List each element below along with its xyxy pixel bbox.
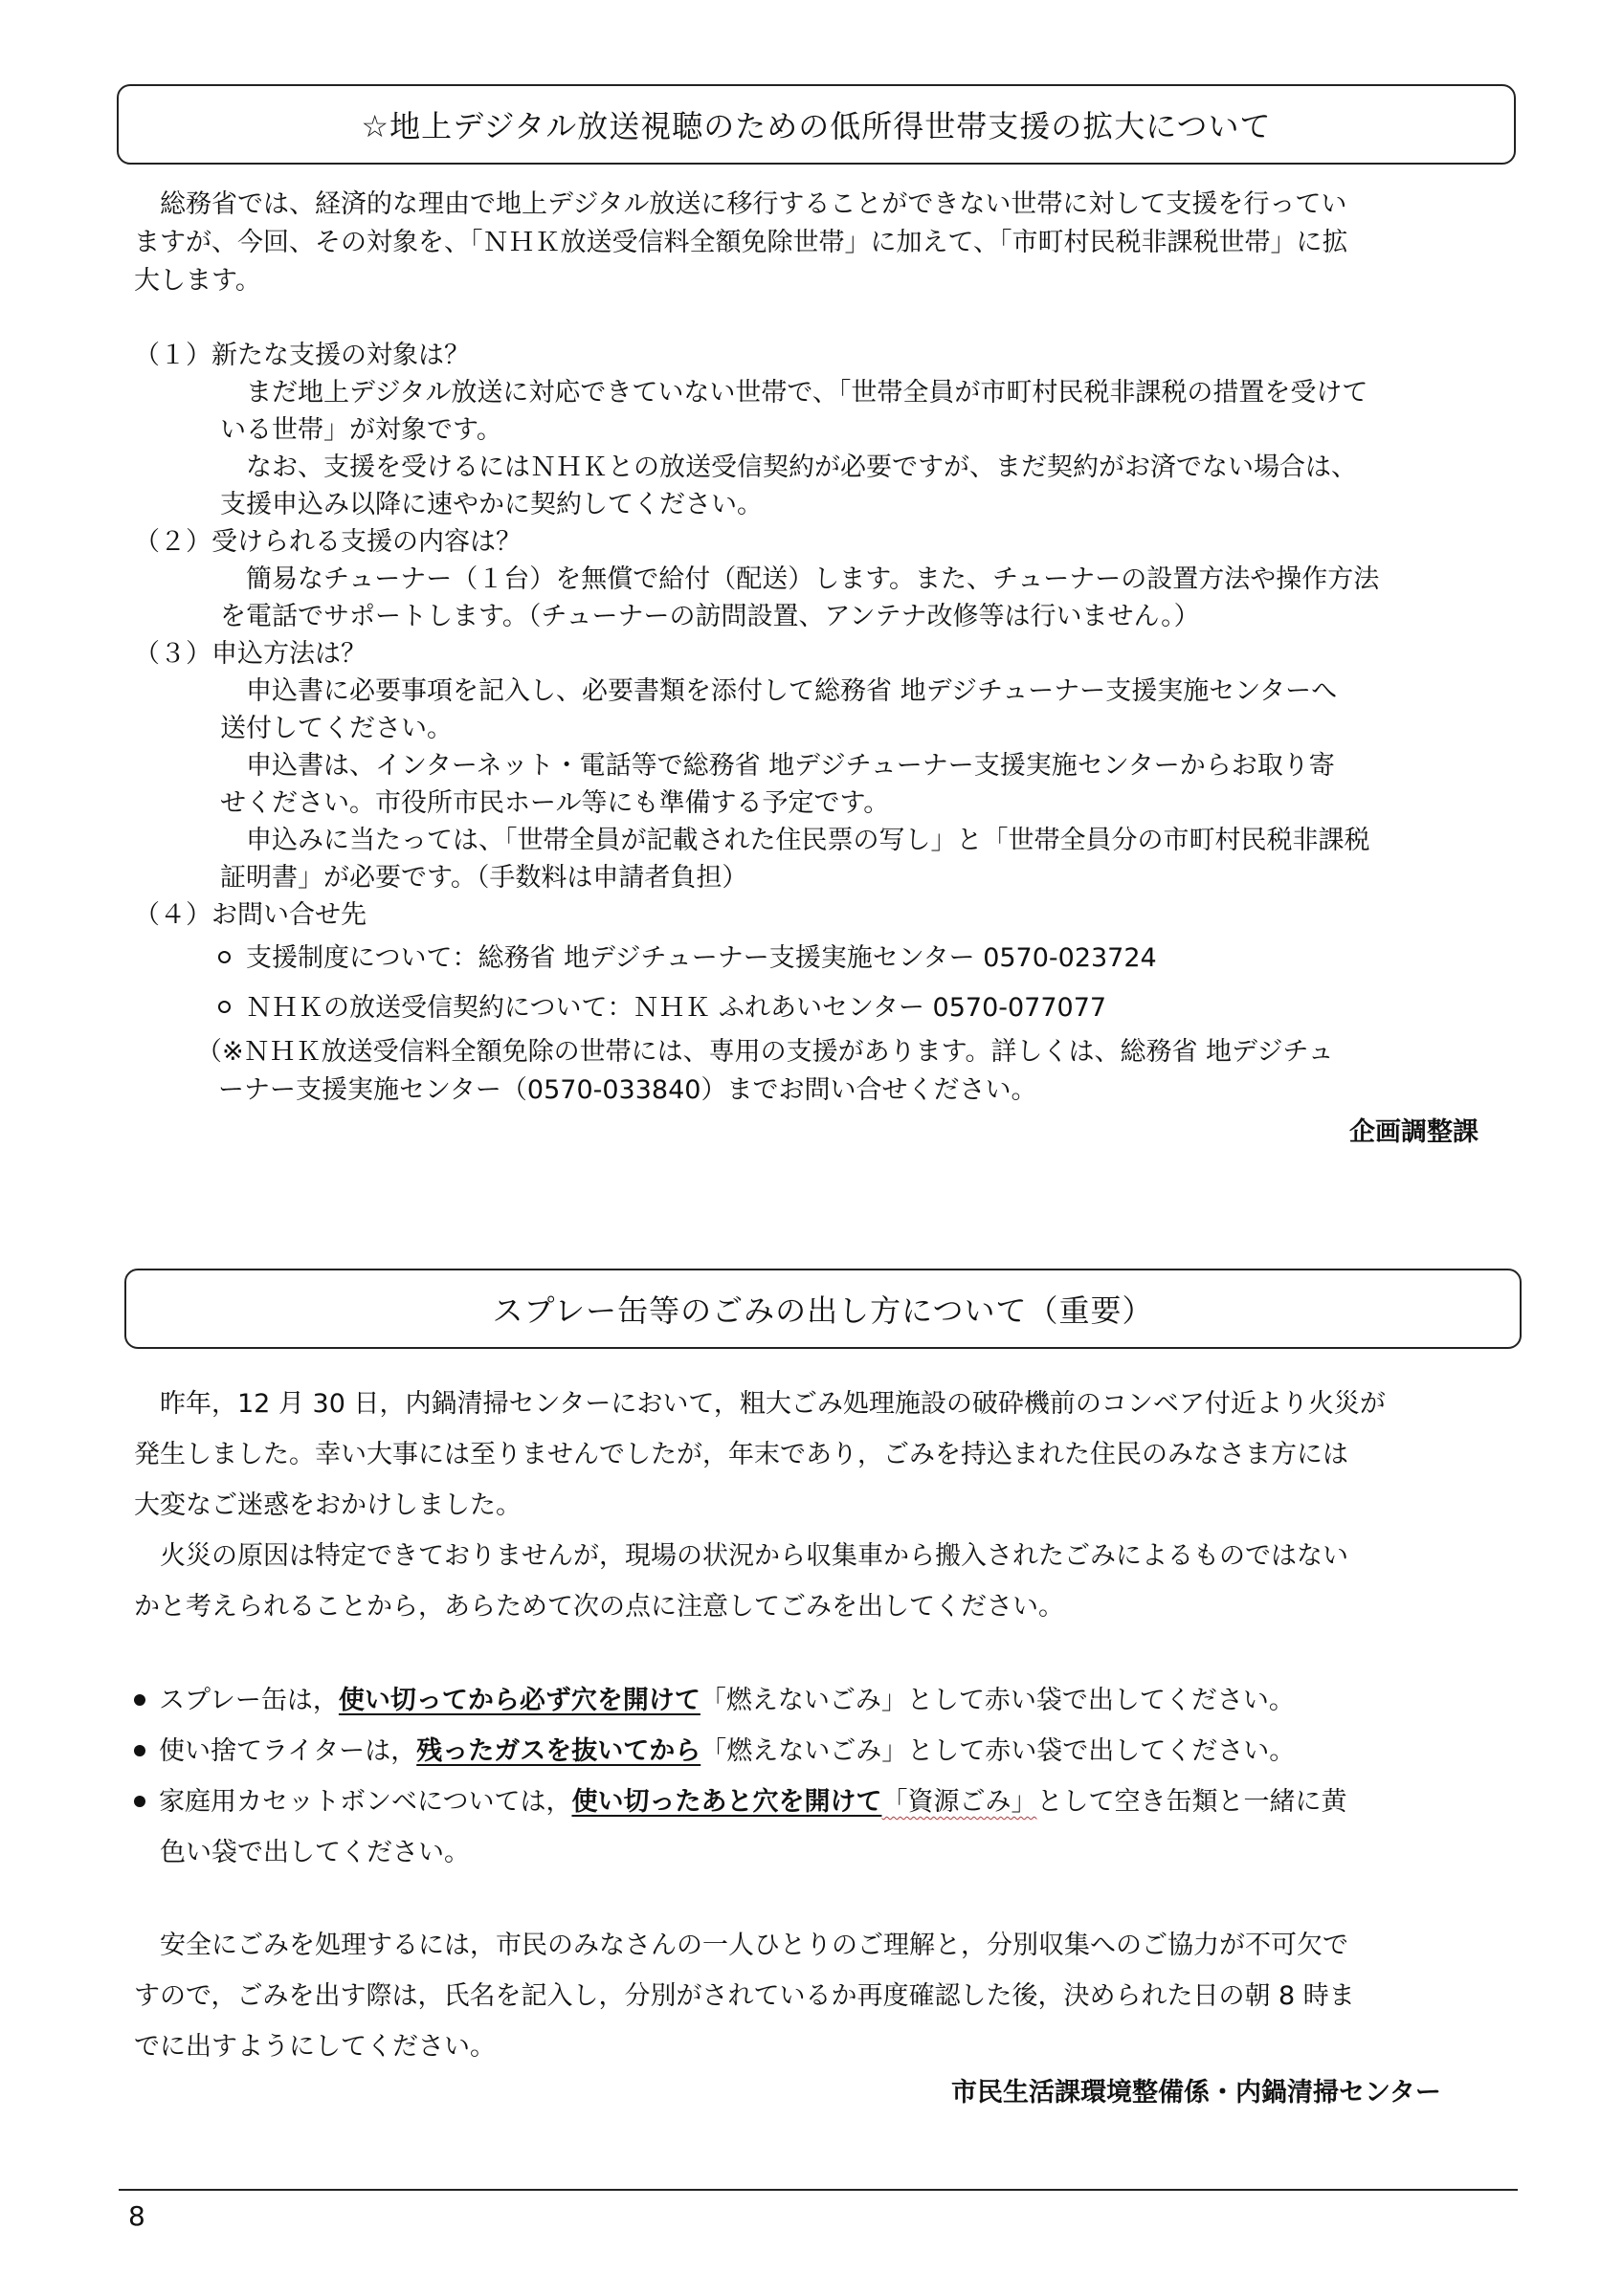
q3-line: 証明書」が必要です。（手数料は申請者負担）	[220, 863, 748, 893]
q2-line: を電話でサポートします。（チューナーの訪問設置、アンテナ改修等は行いません。）	[220, 602, 1200, 631]
section2-para-line: 火災の原因は特定できておりませんが，現場の状況から収集車から搬入されたごみによるものではない	[134, 1541, 1348, 1571]
section1-intro-line: ますが、今回、その対象を、「ＮＨＫ放送受信料全額免除世帯」に加えて、「市町村民税非課税世帯」に拡	[134, 228, 1348, 257]
list-item: 使い捨てライターは，残ったガスを抜いてから「燃えないごみ」として赤い袋で出してください。	[134, 1738, 1295, 1764]
q3-line: 申込書は、インターネット・電話等で総務省 地デジチューナー支援実施センターからお取り寄	[220, 751, 1335, 781]
section2-para-line: でに出すようにしてください。	[134, 2032, 496, 2062]
contact-support: 支援制度について：総務省 地デジチューナー支援実施センター 0570-023724	[246, 943, 1157, 973]
q3-line: 申込書に必要事項を記入し、必要書類を添付して総務省 地デジチューナー支援実施センターへ	[220, 676, 1338, 706]
q3-heading: （３）申込方法は？	[134, 639, 367, 669]
section1-department: 企画調整課	[1349, 1117, 1478, 1147]
q1-line: まだ地上デジタル放送に対応できていない世帯で、「世帯全員が市町村民税非課税の措置を受けて	[220, 378, 1368, 408]
section2-para-line: かと考えられることから，あらためて次の点に注意してごみを出してください。	[134, 1592, 1064, 1622]
q3-line: 送付してください。	[220, 714, 453, 743]
page-number: 8	[128, 2200, 145, 2232]
section2-department: 市民生活課環境整備係・内鍋清掃センター	[951, 2078, 1441, 2108]
q4-heading: （４）お問い合せ先	[134, 900, 367, 930]
q3-line: せください。市役所市民ホール等にも準備する予定です。	[220, 788, 890, 818]
footer-divider	[119, 2189, 1518, 2191]
emphasis: 残ったガスを抜いてから	[416, 1736, 701, 1766]
section1-intro-line: 総務省では、経済的な理由で地上デジタル放送に移行することができない世帯に対して支援を行ってい	[134, 189, 1347, 219]
q2-heading: （２）受けられる支援の内容は？	[134, 527, 522, 557]
section1-title: ☆地上デジタル放送視聴のための低所得世帯支援の拡大について	[117, 84, 1516, 165]
contact-item	[218, 995, 1106, 1021]
bullet-icon	[134, 1796, 145, 1807]
section2-title: スプレー缶等のごみの出し方について（重要）	[124, 1269, 1522, 1349]
emphasis: 使い切ったあと穴を開けて	[571, 1787, 882, 1817]
section2-para-line: 大変なご迷惑をおかけしました。	[134, 1490, 522, 1520]
circle-bullet-icon	[218, 1001, 231, 1013]
q3-line: 申込みに当たっては、「世帯全員が記載された住民票の写し」と「世帯全員分の市町村民税非課税	[220, 826, 1370, 855]
contact-item	[218, 945, 1157, 971]
wavy-underlined-text: 「資源ごみ」	[881, 1787, 1037, 1817]
bullet-icon	[134, 1745, 145, 1756]
contact-nhk: ＮＨＫの放送受信契約について：ＮＨＫ ふれあいセンター 0570-077077	[246, 993, 1107, 1023]
emphasis: 使い切ってから必ず穴を開けて	[338, 1686, 700, 1715]
q1-line: なお、支援を受けるにはＮＨＫとの放送受信契約が必要ですが、まだ契約がお済でない場合は、	[220, 453, 1357, 482]
list-item-continuation: 色い袋で出してください。	[160, 1838, 470, 1867]
q1-heading: （１）新たな支援の対象は？	[134, 341, 470, 370]
circle-bullet-icon	[218, 951, 231, 963]
q1-line: 支援申込み以降に速やかに契約してください。	[220, 490, 763, 519]
section2-para-line: すので，ごみを出す際は，氏名を記入し，分別がされているか再度確認した後，決められた日の朝 8 時ま	[134, 1981, 1355, 2011]
section2-para-line: 昨年，12 月 30 日，内鍋清掃センターにおいて，粗大ごみ処理施設の破砕機前のコンベア付近より火災が	[134, 1389, 1386, 1419]
bullet-icon	[134, 1694, 145, 1706]
q4-note-line: ーナー支援実施センター（0570-033840）までお問い合せください。	[218, 1075, 1037, 1105]
list-item: スプレー缶は，使い切ってから必ず穴を開けて「燃えないごみ」として赤い袋で出してください。	[134, 1688, 1295, 1713]
section1-intro-line: 大します。	[134, 266, 261, 296]
section2-para-line: 安全にごみを処理するには，市民のみなさんの一人ひとりのご理解と，分別収集へのご協力が不可欠で	[134, 1931, 1348, 1960]
list-item: 家庭用カセットボンベについては，使い切ったあと穴を開けて「資源ごみ」として空き缶類と一緒に黄	[134, 1789, 1346, 1815]
q1-line: いる世帯」が対象です。	[220, 415, 502, 445]
section2-para-line: 発生しました。幸い大事には至りませんでしたが，年末であり，ごみを持込まれた住民のみなさま方には	[134, 1440, 1348, 1469]
q4-note-line: （※ＮＨＫ放送受信料全額免除の世帯には、専用の支援があります。詳しくは、総務省 地デジチュ	[196, 1037, 1334, 1067]
q2-line: 簡易なチューナー（１台）を無償で給付（配送）します。また、チューナーの設置方法や操作方法	[220, 564, 1380, 594]
